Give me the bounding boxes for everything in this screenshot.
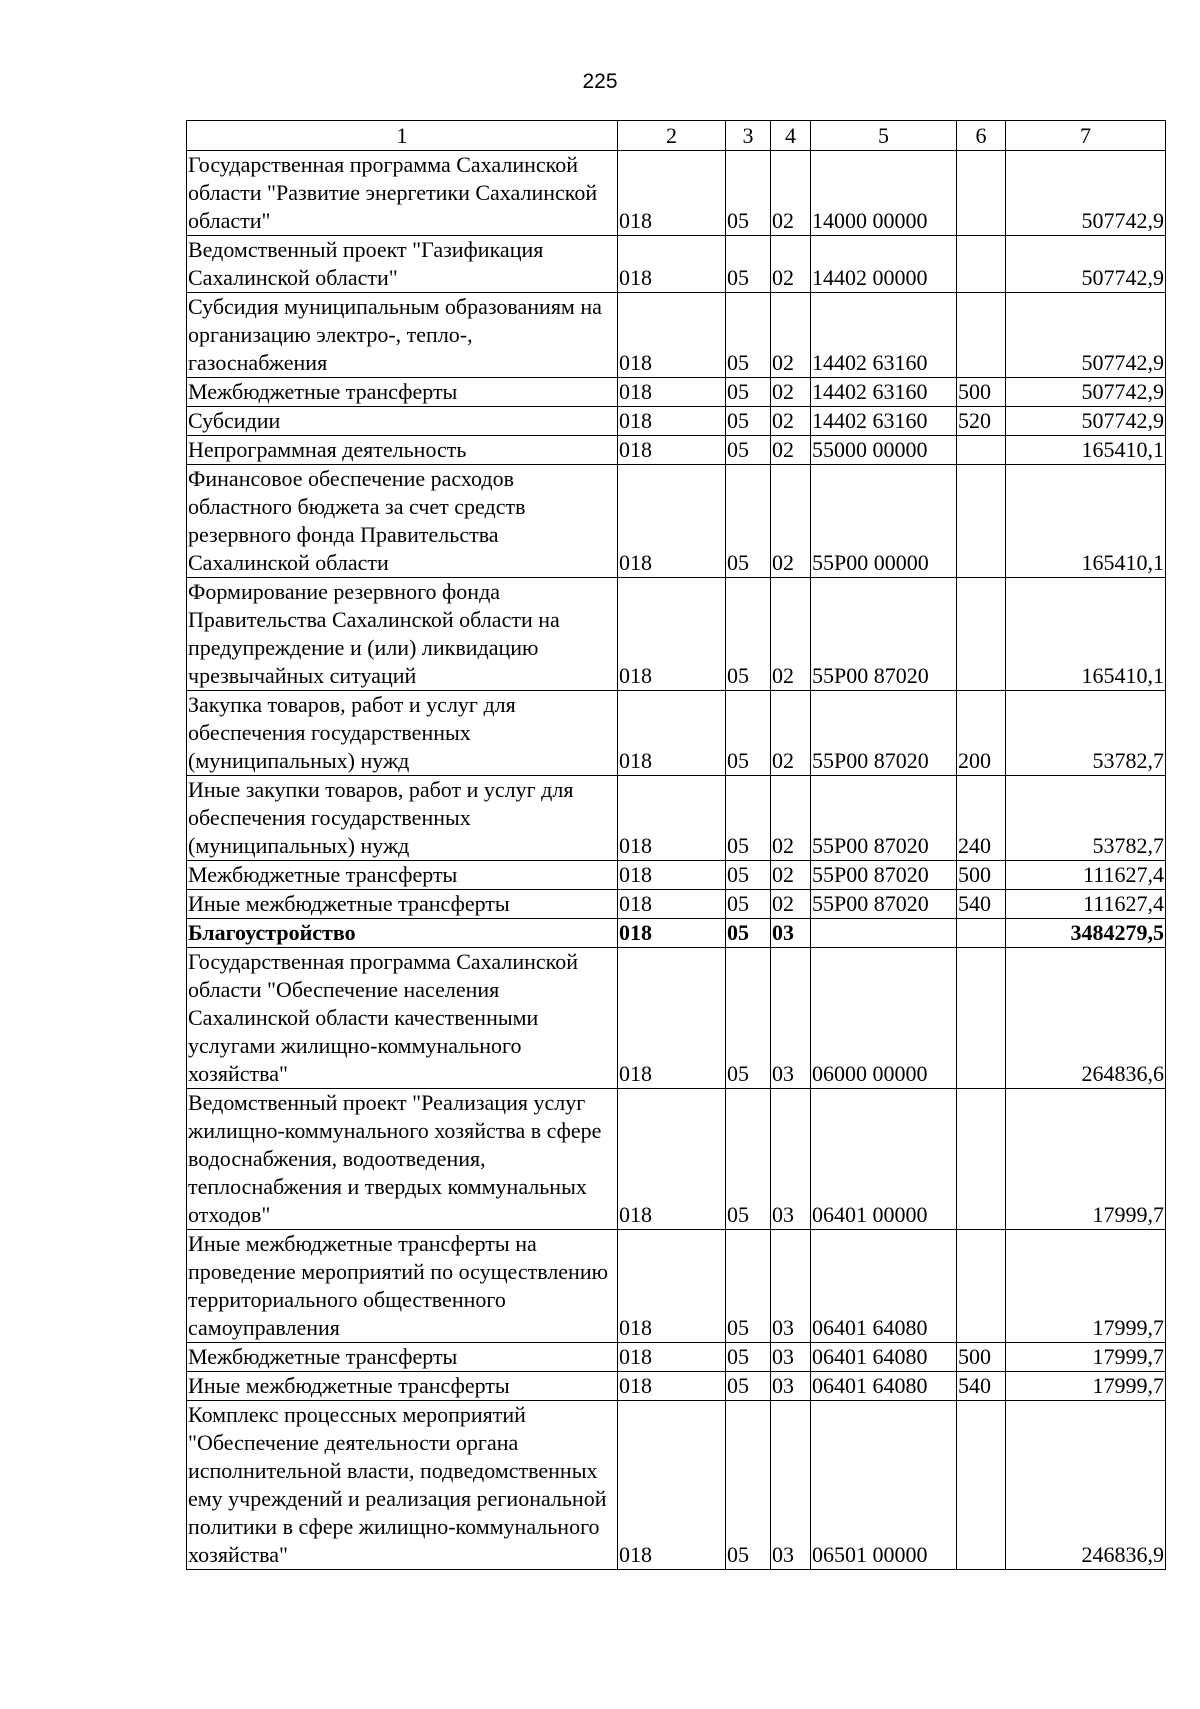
- row-code-4-cell: 02: [771, 578, 811, 691]
- row-code-2-cell: 018: [618, 436, 726, 465]
- row-code-4-cell: 02: [771, 378, 811, 407]
- row-code-3-cell: 05: [726, 1230, 771, 1343]
- table-row: [187, 1230, 1166, 1343]
- row-code-2-cell: 018: [618, 1401, 726, 1570]
- row-code-2-cell: 018: [618, 293, 726, 378]
- header-col-4: 4: [771, 121, 811, 151]
- row-amount-cell: 507742,9: [1006, 151, 1166, 236]
- row-code-4-cell: 02: [771, 151, 811, 236]
- row-name-cell: Иные межбюджетные трансферты: [187, 890, 618, 919]
- row-code-4-cell: 02: [771, 436, 811, 465]
- row-name-cell: Благоустройство: [187, 919, 618, 948]
- row-name-cell: Межбюджетные трансферты: [187, 1343, 618, 1372]
- row-amount-cell: 17999,7: [1006, 1372, 1166, 1401]
- table-row: [187, 948, 1166, 1089]
- table-row: [187, 407, 1166, 436]
- row-name-cell: Государственная программа Сахалинской области "Развитие энергетики Сахалинской области": [187, 151, 618, 236]
- table-row: [187, 436, 1166, 465]
- header-col-5: 5: [811, 121, 957, 151]
- table-header-row: [187, 121, 1166, 151]
- row-amount-cell: 507742,9: [1006, 236, 1166, 293]
- row-code-6-cell: 240: [957, 776, 1006, 861]
- row-name-cell: Ведомственный проект "Реализация услуг жилищно-коммунального хозяйства в сфере водоснабжения, водоотведения, теплоснабжения и твердых коммунальных отходов": [187, 1089, 618, 1230]
- table-row: [187, 919, 1166, 948]
- header-col-3: 3: [726, 121, 771, 151]
- header-col-7: 7: [1006, 121, 1166, 151]
- row-code-6-cell: [957, 919, 1006, 948]
- table-row: [187, 1343, 1166, 1372]
- row-code-6-cell: 200: [957, 691, 1006, 776]
- row-code-5-cell: 14402 63160: [811, 407, 957, 436]
- row-amount-cell: 165410,1: [1006, 436, 1166, 465]
- row-code-4-cell: 03: [771, 1343, 811, 1372]
- row-code-3-cell: 05: [726, 861, 771, 890]
- row-amount-cell: 507742,9: [1006, 378, 1166, 407]
- row-code-4-cell: 03: [771, 1401, 811, 1570]
- row-code-4-cell: 02: [771, 293, 811, 378]
- row-code-2-cell: 018: [618, 578, 726, 691]
- header-col-6: 6: [957, 121, 1006, 151]
- row-name-cell: Субсидия муниципальным образованиям на организацию электро-, тепло-, газоснабжения: [187, 293, 618, 378]
- row-code-4-cell: 02: [771, 236, 811, 293]
- table-row: [187, 293, 1166, 378]
- row-code-4-cell: 02: [771, 691, 811, 776]
- header-col-1: 1: [187, 121, 618, 151]
- row-code-3-cell: 05: [726, 1372, 771, 1401]
- table-row: [187, 1401, 1166, 1570]
- row-code-3-cell: 05: [726, 151, 771, 236]
- row-code-2-cell: 018: [618, 948, 726, 1089]
- row-code-5-cell: 06501 00000: [811, 1401, 957, 1570]
- row-code-3-cell: 05: [726, 1089, 771, 1230]
- table-row: [187, 465, 1166, 578]
- row-code-3-cell: 05: [726, 1343, 771, 1372]
- row-amount-cell: 17999,7: [1006, 1343, 1166, 1372]
- row-name-cell: Межбюджетные трансферты: [187, 861, 618, 890]
- row-code-5-cell: 55Р00 87020: [811, 890, 957, 919]
- row-code-2-cell: 018: [618, 1343, 726, 1372]
- row-name-cell: Межбюджетные трансферты: [187, 378, 618, 407]
- row-code-2-cell: 018: [618, 1089, 726, 1230]
- row-code-5-cell: 55Р00 87020: [811, 691, 957, 776]
- row-code-5-cell: 55Р00 87020: [811, 861, 957, 890]
- row-code-6-cell: 500: [957, 1343, 1006, 1372]
- header-col-2: 2: [618, 121, 726, 151]
- row-name-cell: Иные межбюджетные трансферты: [187, 1372, 618, 1401]
- row-amount-cell: 264836,6: [1006, 948, 1166, 1089]
- row-code-6-cell: [957, 436, 1006, 465]
- row-name-cell: Иные межбюджетные трансферты на проведение мероприятий по осуществлению территориального общественного самоуправления: [187, 1230, 618, 1343]
- row-name-cell: Формирование резервного фонда Правительства Сахалинской области на предупреждение и (или) ликвидацию чрезвычайных ситуаций: [187, 578, 618, 691]
- row-code-5-cell: 06401 00000: [811, 1089, 957, 1230]
- row-amount-cell: 246836,9: [1006, 1401, 1166, 1570]
- row-code-2-cell: 018: [618, 776, 726, 861]
- row-code-3-cell: 05: [726, 578, 771, 691]
- table-row: [187, 861, 1166, 890]
- row-code-2-cell: 018: [618, 236, 726, 293]
- table-row: [187, 378, 1166, 407]
- row-code-5-cell: 55Р00 87020: [811, 578, 957, 691]
- row-code-5-cell: 55Р00 00000: [811, 465, 957, 578]
- row-amount-cell: 3484279,5: [1006, 919, 1166, 948]
- row-name-cell: Иные закупки товаров, работ и услуг для обеспечения государственных (муниципальных) нужд: [187, 776, 618, 861]
- row-code-4-cell: 03: [771, 1089, 811, 1230]
- row-amount-cell: 507742,9: [1006, 407, 1166, 436]
- row-code-5-cell: 06401 64080: [811, 1230, 957, 1343]
- row-code-5-cell: 06401 64080: [811, 1372, 957, 1401]
- row-code-6-cell: 500: [957, 861, 1006, 890]
- row-amount-cell: 17999,7: [1006, 1230, 1166, 1343]
- row-amount-cell: 17999,7: [1006, 1089, 1166, 1230]
- page-number: 225: [582, 70, 618, 93]
- row-code-6-cell: [957, 151, 1006, 236]
- table-row: [187, 691, 1166, 776]
- row-code-6-cell: [957, 1089, 1006, 1230]
- row-name-cell: Субсидии: [187, 407, 618, 436]
- row-code-5-cell: 14402 63160: [811, 378, 957, 407]
- row-code-2-cell: 018: [618, 890, 726, 919]
- row-code-4-cell: 02: [771, 776, 811, 861]
- row-code-6-cell: 540: [957, 1372, 1006, 1401]
- row-code-2-cell: 018: [618, 691, 726, 776]
- row-code-4-cell: 03: [771, 948, 811, 1089]
- row-code-3-cell: 05: [726, 890, 771, 919]
- row-code-3-cell: 05: [726, 919, 771, 948]
- table-row: [187, 236, 1166, 293]
- row-amount-cell: 111627,4: [1006, 890, 1166, 919]
- row-code-6-cell: [957, 293, 1006, 378]
- row-name-cell: Закупка товаров, работ и услуг для обеспечения государственных (муниципальных) нужд: [187, 691, 618, 776]
- row-name-cell: Ведомственный проект "Газификация Сахалинской области": [187, 236, 618, 293]
- row-code-3-cell: 05: [726, 776, 771, 861]
- row-code-3-cell: 05: [726, 293, 771, 378]
- table-body: [187, 151, 1166, 1570]
- row-code-3-cell: 05: [726, 436, 771, 465]
- row-code-2-cell: 018: [618, 465, 726, 578]
- row-name-cell: Государственная программа Сахалинской области "Обеспечение населения Сахалинской области качественными услугами жилищно-коммунального хозяйства": [187, 948, 618, 1089]
- row-code-3-cell: 05: [726, 378, 771, 407]
- row-code-6-cell: [957, 465, 1006, 578]
- row-code-4-cell: 03: [771, 1230, 811, 1343]
- row-code-2-cell: 018: [618, 1372, 726, 1401]
- budget-table: [186, 120, 1166, 1570]
- row-amount-cell: 111627,4: [1006, 861, 1166, 890]
- row-code-4-cell: 03: [771, 919, 811, 948]
- row-code-6-cell: [957, 1401, 1006, 1570]
- row-code-4-cell: 02: [771, 861, 811, 890]
- row-code-5-cell: 14402 00000: [811, 236, 957, 293]
- row-code-5-cell: 06401 64080: [811, 1343, 957, 1372]
- row-amount-cell: 53782,7: [1006, 691, 1166, 776]
- table-row: [187, 151, 1166, 236]
- row-code-5-cell: 55000 00000: [811, 436, 957, 465]
- row-code-4-cell: 03: [771, 1372, 811, 1401]
- row-code-2-cell: 018: [618, 919, 726, 948]
- row-code-5-cell: 14402 63160: [811, 293, 957, 378]
- row-code-3-cell: 05: [726, 691, 771, 776]
- row-code-2-cell: 018: [618, 151, 726, 236]
- row-amount-cell: 53782,7: [1006, 776, 1166, 861]
- row-code-5-cell: 14000 00000: [811, 151, 957, 236]
- row-name-cell: Финансовое обеспечение расходов областного бюджета за счет средств резервного фонда Правительства Сахалинской области: [187, 465, 618, 578]
- row-code-2-cell: 018: [618, 378, 726, 407]
- row-code-3-cell: 05: [726, 236, 771, 293]
- row-code-6-cell: [957, 236, 1006, 293]
- row-code-6-cell: 520: [957, 407, 1006, 436]
- row-code-5-cell: 55Р00 87020: [811, 776, 957, 861]
- row-amount-cell: 165410,1: [1006, 465, 1166, 578]
- row-name-cell: Непрограммная деятельность: [187, 436, 618, 465]
- table-row: [187, 578, 1166, 691]
- row-code-4-cell: 02: [771, 465, 811, 578]
- row-code-6-cell: [957, 1230, 1006, 1343]
- row-code-4-cell: 02: [771, 407, 811, 436]
- table-row: [187, 776, 1166, 861]
- row-code-4-cell: 02: [771, 890, 811, 919]
- row-amount-cell: 507742,9: [1006, 293, 1166, 378]
- row-code-6-cell: 540: [957, 890, 1006, 919]
- row-code-5-cell: [811, 919, 957, 948]
- row-code-2-cell: 018: [618, 1230, 726, 1343]
- row-code-3-cell: 05: [726, 1401, 771, 1570]
- row-code-6-cell: [957, 948, 1006, 1089]
- table-row: [187, 1089, 1166, 1230]
- row-code-3-cell: 05: [726, 407, 771, 436]
- row-code-2-cell: 018: [618, 861, 726, 890]
- row-code-3-cell: 05: [726, 948, 771, 1089]
- table-row: [187, 1372, 1166, 1401]
- table-row: [187, 890, 1166, 919]
- row-name-cell: Комплекс процессных мероприятий "Обеспечение деятельности органа исполнительной власти, подведомственных ему учреждений и реализация региональной политики в сфере жилищно-коммунального хозяйства": [187, 1401, 618, 1570]
- row-code-2-cell: 018: [618, 407, 726, 436]
- row-code-6-cell: [957, 578, 1006, 691]
- row-code-5-cell: 06000 00000: [811, 948, 957, 1089]
- row-code-6-cell: 500: [957, 378, 1006, 407]
- row-amount-cell: 165410,1: [1006, 578, 1166, 691]
- row-code-3-cell: 05: [726, 465, 771, 578]
